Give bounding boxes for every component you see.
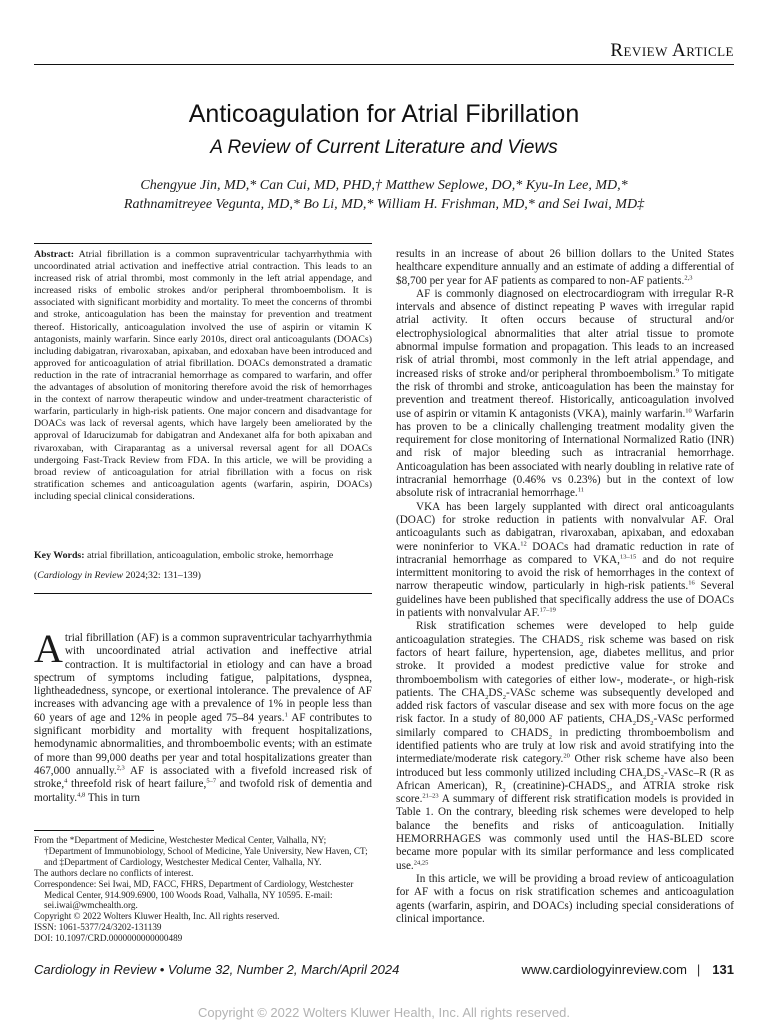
abstract-top-rule xyxy=(34,243,372,244)
article-title: Anticoagulation for Atrial Fibrillation xyxy=(188,100,580,128)
section-label: Review Article xyxy=(610,40,734,61)
footnote-copyright: Copyright © 2022 Wolters Kluwer Health, Inc. All rights reserved. xyxy=(34,911,280,922)
body-paragraph: VKA has been largely supplanted with direct oral anticoagulants (DOAC) for stroke reduction in patients with nonvalvular AF. Oral anticoagulants such as dabigatran, rivaroxaban, apixaban, and edoxaban were noninferior to VKA.$^{12}$ DOACs had dramatic reduction in rate of intracranial hemorrhage as compared to VKA,$^{13-15}$ and do not require intermittent monitoring to avoid the risk of hemorrhages in the context of narrow therapeutic window, particularly in high-risk patients.$^{16}$ Several guidelines have been published that specifically address the use of DOACs in patients with nonvalvular AF.$^{17-19}$ xyxy=(396,500,735,620)
author-line-1: Chengyue Jin, MD,* Can Cui, MD, PHD,† Matthew Seplowe, DO,* Kyu-In Lee, MD,* xyxy=(140,178,628,193)
footnotes xyxy=(34,835,372,944)
footnote-conflicts: The authors declare no conflicts of interest. xyxy=(34,867,194,878)
footnote-issn: ISSN: 1061-5377/24/3202-131139 xyxy=(34,922,162,933)
footer-journal: Cardiology in Review xyxy=(34,962,157,977)
page-number: 131 xyxy=(712,962,734,977)
keywords xyxy=(34,550,372,562)
footnote-correspondence: Correspondence: Sei Iwai, MD, FACC, FHRS, Department of Cardiology, Westchester Medical Center, 914.909.6900, 100 Woods Road, Valhalla, NY 10595. E-mail: sei.iwai@wmchealth.org. xyxy=(34,878,354,911)
abstract xyxy=(34,249,372,503)
footnote-rule xyxy=(34,830,154,831)
author-line-2: Rathnamitreyee Vegunta, MD,* Bo Li, MD,* William H. Frishman, MD,* and Sei Iwai, MD‡ xyxy=(123,197,645,212)
keywords-text: atrial fibrillation, anticoagulation, embolic stroke, hemorrhage xyxy=(87,550,334,561)
footnote-doi: DOI: 10.1097/CRD.0000000000000489 xyxy=(34,933,183,944)
body-paragraph: Atrial fibrillation (AF) is a common supraventricular tachyarrhythmia with uncoordinated atrial activation and ineffective atrial contraction. It is multifactorial in etiology and can have a broad spectrum of symptoms including fatigue, palpitations, dyspnea, lightheadedness, syncope, or exertional intolerance. The prevalence of AF increases with advancing age with a prevalence of 1% in people less than 60 years of age and 12% in people aged 75–84 years.$^1$ AF contributes to significant morbidity and mortality with frequent hospitalizations, hemodynamic abnormalities, and thromboembolic events; with an estimate of more than 99,000 deaths per year and total hospitalizations greater than 467,000 annually.$^{2,3}$ AF is associated with a fivefold increased risk of stroke,$^4$ threefold risk of heart failure,$^{5-7}$ and twofold risk of dementia and mortality.$^{4,8}$ This in turn xyxy=(34,626,372,804)
header-rule xyxy=(34,64,734,65)
author-list xyxy=(74,176,694,214)
abstract-text: Atrial fibrillation is a common supraventricular tachyarrhythmia with uncoordinated atrial activation and ineffective atrial contraction. This leads to an increased risk of atrial thrombi, most commonly in the left atrial appendage, and increased risks of embolic strokes and/or peripheral thromboembolism. It is associated with significant morbidity and mortality. To meet the concerns of thrombi and stroke, anticoagulation has been the mainstay for prevention and treatment thereof. Historically, anticoagulation involved the use of aspirin or vitamin K antagonists, mainly warfarin. Since early 2010s, direct oral anticoagulants (DOACs) including dabigatran, rivaroxaban, apixaban, and edoxaban have been introduced and approved for anticoagulation of atrial fibrillation. DOACs demonstrated a dramatic reduction in the rate of intracranial hemorrhage as compared to warfarin, and offer the advantages of absolution of monitoring therefore avoid the risk of hemorrhages in the context of narrow therapeutic window and under-treatment characteristic of warfarin, particularly in high-risk patients. One major concern and disadvantage for DOACs was lack of reversal agents, which have largely been ameliorated by the approval of Idarucizumab for dabigatran and Andexanet alfa for both apixaban and rivaroxaban, with Ciraparantag as a universal reversal agent for all DOACs undergoing Fast-Track Review from FDA. In this article, we will be providing a broad review of anticoagulation for atrial fibrillation with a focus on risk stratification schemes and anticoagulation agents (warfarin, aspirin, DOACs) including special clinical considerations. xyxy=(34,249,372,502)
body-right-column xyxy=(396,248,734,926)
body-left-column xyxy=(34,626,372,805)
footer-right xyxy=(521,962,734,977)
drop-cap: A xyxy=(34,626,63,671)
citation-details: 2024;32: 131–139 xyxy=(125,570,198,581)
body-paragraph: results in an increase of about 26 billion dollars to the United States healthcare expenditure annually and an estimate of adding a differential of $8,700 per year for AF patients as compared to non-AF patients.$^{2,3}$ xyxy=(396,248,734,287)
citation-journal: Cardiology in Review xyxy=(37,570,124,581)
body-paragraph: Risk stratification schemes were developed to help guide anticoagulation strategies. The $CHADS_2$ risk scheme was based on risk factors of heart failure, hypertension, age, diabetes mellitus, and prior stroke. It provided a modest predictive value for stroke and thromboembolism with categories of either low-, moderate-, or high-risk patients. The $CHA_2DS_2$-VASc scheme was subsequently developed and added risk factors of vascular disease and sex with more focus on the age risk factor. In a study of 80,000 AF patients, $CHA_2DS_2$-VASc performed similarly compared to $CHADS_2$ in predicting thromboembolism and identified patients who are truly at low risk and avoid stratifying into the intermediate/moderate risk category.$^{20}$ Other risk scheme have also been introduced but less commonly utilized including $CHA_2DS_2-VASc-R$ (R as African American), $R_2$ $(creatinine)-CHADS_2$, and ATRIA stroke risk score.$^{21-23}$ A summary of different risk stratification models is provided in Table 1. On the contrary, bleeding risk schemes were developed to help balance the benefits and risks of anticoagulation. Initially HEMORRHAGES was commonly used until the HAS-BLED score became more popular with its similar performance and less complicated use.$^{24,25}$ xyxy=(396,620,735,872)
copyright-watermark: Copyright © 2022 Wolters Kluwer Health, Inc. All rights reserved. xyxy=(197,1005,571,1020)
footer-journal-info: Cardiology in Review • Volume 32, Number 2, March/April 2024 xyxy=(34,962,400,977)
citation: (Cardiology in Review 2024;32: 131–139) xyxy=(34,570,201,581)
footer-volume: Volume 32, Number 2, March/April 2024 xyxy=(167,962,400,977)
body-paragraph: In this article, we will be providing a broad review of anticoagulation for AF with a focus on risk stratification schemes and anticoagulation agents (warfarin, aspirin, and DOACs) including special considerations of clinical importance. xyxy=(396,872,734,925)
keywords-label: Key Words: xyxy=(34,550,85,561)
footer-separator: | xyxy=(696,962,701,977)
footer-website-link[interactable]: www.cardiologyinreview.com xyxy=(521,962,687,977)
footnote-affiliations: From the *Department of Medicine, Westchester Medical Center, Valhalla, NY; †Department of Immunobiology, School of Medicine, Yale University, New Haven, CT; and ‡Department of Cardiology, Westchester Medical Center, Valhalla, NY. xyxy=(34,835,368,867)
body-paragraph: AF is commonly diagnosed on electrocardiogram with irregular R-R intervals and absence of distinct repeating P waves with irregular rapid atrial activity. It often occurs because of structural and/or electrophysiological abnormalities that alter atrial tissue to promote abnormal impulse formation and propagation. This leads to an increased risk of atrial thrombi, most commonly in the left atrial appendage, and increased risks of stroke and/or peripheral thromboembolism.$^9$ To mitigate the risk of thrombi and stroke, anticoagulation has been the mainstay for prevention and treatment thereof. Historically, anticoagulation involved use of aspirin or vitamin K antagonists (VKA), mainly warfarin.$^{10}$ Warfarin has proven to be a clinically challenging treatment modality given the requirement for close monitoring of International Normalized Ratio (INR) and risk of major bleeding such as intracranial hemorrhage. Anticoagulation has been associated with nearly doubling in relative rate of intracranial hemorrhage (0.46% vs 0.23%) but in the context of low absolute risk of intracranial hemorrhage.$^{11}$ xyxy=(396,287,735,500)
abstract-bottom-rule xyxy=(34,593,372,594)
article-subtitle: A Review of Current Literature and Views xyxy=(210,137,558,158)
abstract-label: Abstract: xyxy=(34,249,75,260)
